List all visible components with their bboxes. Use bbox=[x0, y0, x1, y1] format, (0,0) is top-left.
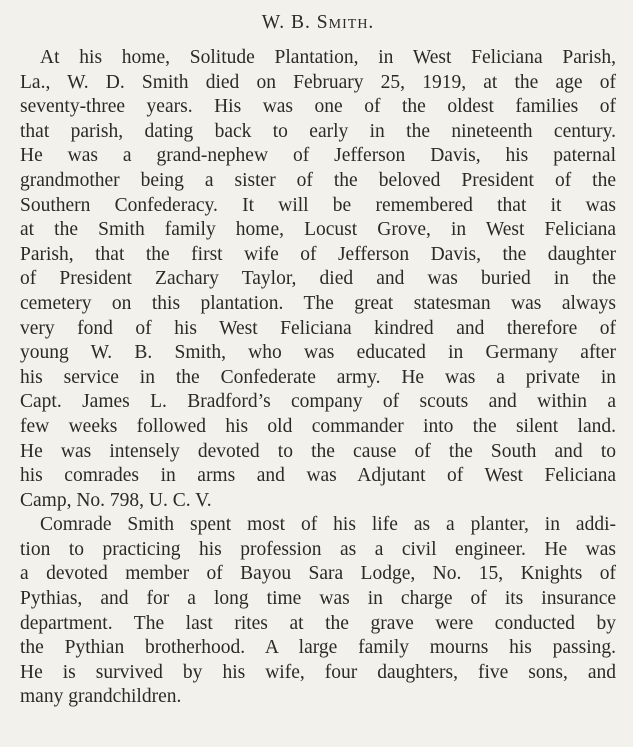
text-line: tion to practicing his profession as a civil engineer. He was bbox=[20, 538, 616, 560]
text-line: He was intensely devoted to the cause of the South and to bbox=[20, 440, 616, 462]
text-line: Comrade Smith spent most of his life as a planter, in addi- bbox=[40, 514, 616, 536]
text-line: He is survived by his wife, four daughters, five sons, and bbox=[20, 661, 616, 683]
text-line: of President Zachary Taylor, died and was buried in the bbox=[20, 268, 616, 290]
text-line: Southern Confederacy. It will be remembered that it was bbox=[20, 194, 616, 216]
text-line: cemetery on this plantation. The great statesman was always bbox=[20, 292, 616, 314]
text-line: Pythias, and for a long time was in charge of its insurance bbox=[20, 588, 616, 610]
text-line: that parish, dating back to early in the nineteenth century. bbox=[20, 120, 616, 142]
text-line: Parish, that the first wife of Jefferson Davis, the daughter bbox=[20, 243, 616, 265]
text-line: the Pythian brotherhood. A large family mourns his passing. bbox=[20, 637, 616, 659]
text-line: many grandchildren. bbox=[20, 686, 182, 708]
text-line: He was a grand-nephew of Jefferson Davis, his paternal bbox=[20, 145, 616, 167]
article-heading: W. B. Smith. bbox=[261, 12, 375, 33]
text-line: young W. B. Smith, who was educated in Germany after bbox=[20, 342, 616, 364]
text-line: La., W. D. Smith died on February 25, 1919, at the age of bbox=[20, 71, 616, 93]
text-line: At his home, Solitude Plantation, in West Feliciana Parish, bbox=[40, 47, 616, 68]
text-line: department. The last rites at the grave were conducted by bbox=[20, 612, 616, 634]
text-line: Capt. James L. Bradford’s company of scouts and within a bbox=[20, 391, 616, 413]
paragraph bbox=[20, 46, 616, 513]
text-line: Camp, No. 798, U. C. V. bbox=[20, 489, 212, 511]
text-line: few weeks followed his old commander into the silent land. bbox=[20, 415, 616, 437]
text-line: seventy-three years. His was one of the oldest families of bbox=[20, 96, 616, 118]
text-line: his service in the Confederate army. He was a private in bbox=[20, 366, 616, 388]
text-line: a devoted member of Bayou Sara Lodge, No. 15, Knights of bbox=[20, 563, 616, 585]
text-line: at the Smith family home, Locust Grove, in West Feliciana bbox=[20, 219, 616, 241]
text-line: his comrades in arms and was Adjutant of West Feliciana bbox=[20, 465, 616, 487]
text-line: very fond of his West Feliciana kindred and therefore of bbox=[20, 317, 616, 339]
article-body bbox=[20, 46, 616, 710]
paragraph bbox=[20, 513, 616, 710]
text-line: grandmother being a sister of the beloved President of the bbox=[20, 169, 616, 191]
